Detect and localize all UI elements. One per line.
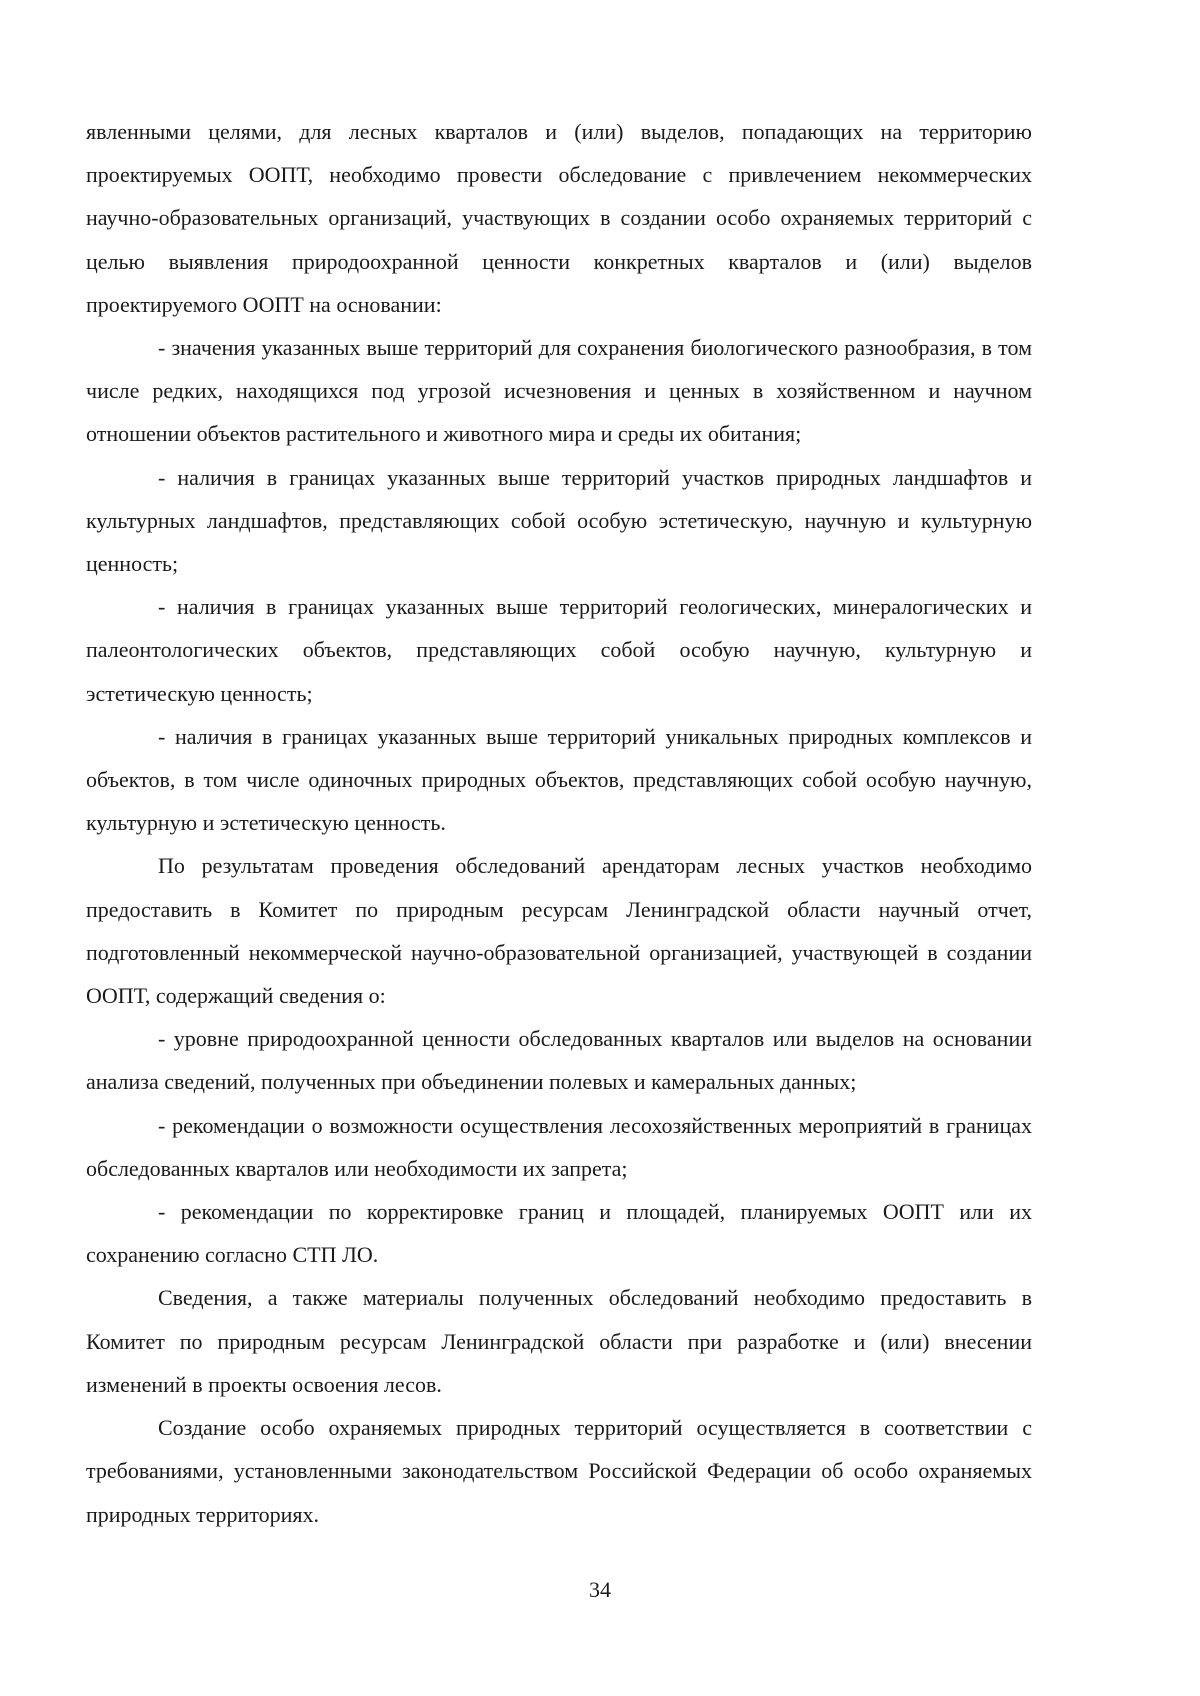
paragraph-information-submission: Сведения, а также материалы полученных обследований необходимо предоставить в Комитет по природным ресурсам Ленинградской области при разработке и (или) внесении изменений в проекты освоения лесов. bbox=[86, 1285, 1032, 1397]
paragraph-landscapes-item: - наличия в границах указанных выше территорий участков природных ландшафтов и культурных ландшафтов, представляющих собой особую эстетическую, научную и культурную ценность; bbox=[86, 464, 1032, 577]
paragraph-geological-item: - наличия в границах указанных выше территорий геологических, минералогических и палеонтологических объектов, представляющих собой особую научную, культурную и эстетическую ценность; bbox=[86, 594, 1032, 706]
paragraph-survey-results: По результатам проведения обследований арендаторам лесных участков необходимо предоставить в Комитет по природным ресурсам Ленинградской области научный отчет, подготовленный некоммерческой научно-образовательной организацией, участвующей в создании ООПТ, содержащий сведения о: bbox=[86, 853, 1032, 1009]
paragraph-boundaries-item: - рекомендации по корректировке границ и площадей, планируемых ООПТ или их сохранению согласно СТП ЛО. bbox=[86, 1199, 1032, 1268]
paragraph-protected-areas-creation: Создание особо охраняемых природных территорий осуществляется в соответствии с требованиями, установленными законодательством Российской Федерации об особо охраняемых природных территориях. bbox=[86, 1415, 1032, 1527]
paragraph-continuation: явленными целями, для лесных кварталов и (или) выделов, попадающих на территорию проектируемых ООПТ, необходимо провести обследование с привлечением некоммерческих научно-образовательных организаций, участвующих в создании особо охраняемых территорий с целью выявления природоохранной ценности конкретных кварталов и (или) выделов проектируемого ООПТ на основании: bbox=[86, 119, 1032, 317]
page-number: 34 bbox=[589, 1577, 611, 1602]
body-text bbox=[86, 110, 1032, 1536]
paragraph-unique-complexes-item: - наличия в границах указанных выше территорий уникальных природных комплексов и объектов, в том числе одиночных природных объектов, представляющих собой особую научную, культурную и эстетическую ценность. bbox=[86, 723, 1032, 836]
paragraph-forestry-measures-item: - рекомендации о возможности осуществления лесохозяйственных мероприятий в границах обследованных кварталов или необходимости их запрета; bbox=[86, 1112, 1032, 1181]
paragraph-protection-level-item: - уровне природоохранной ценности обследованных кварталов или выделов на основании анализа сведений, полученных при объединении полевых и камеральных данных; bbox=[86, 1026, 1032, 1095]
paragraph-biodiversity-item: - значения указанных выше территорий для сохранения биологического разнообразия, в том числе редких, находящихся под угрозой исчезновения и ценных в хозяйственном и научном отношении объектов растительного и животного мира и среды их обитания; bbox=[86, 335, 1032, 447]
